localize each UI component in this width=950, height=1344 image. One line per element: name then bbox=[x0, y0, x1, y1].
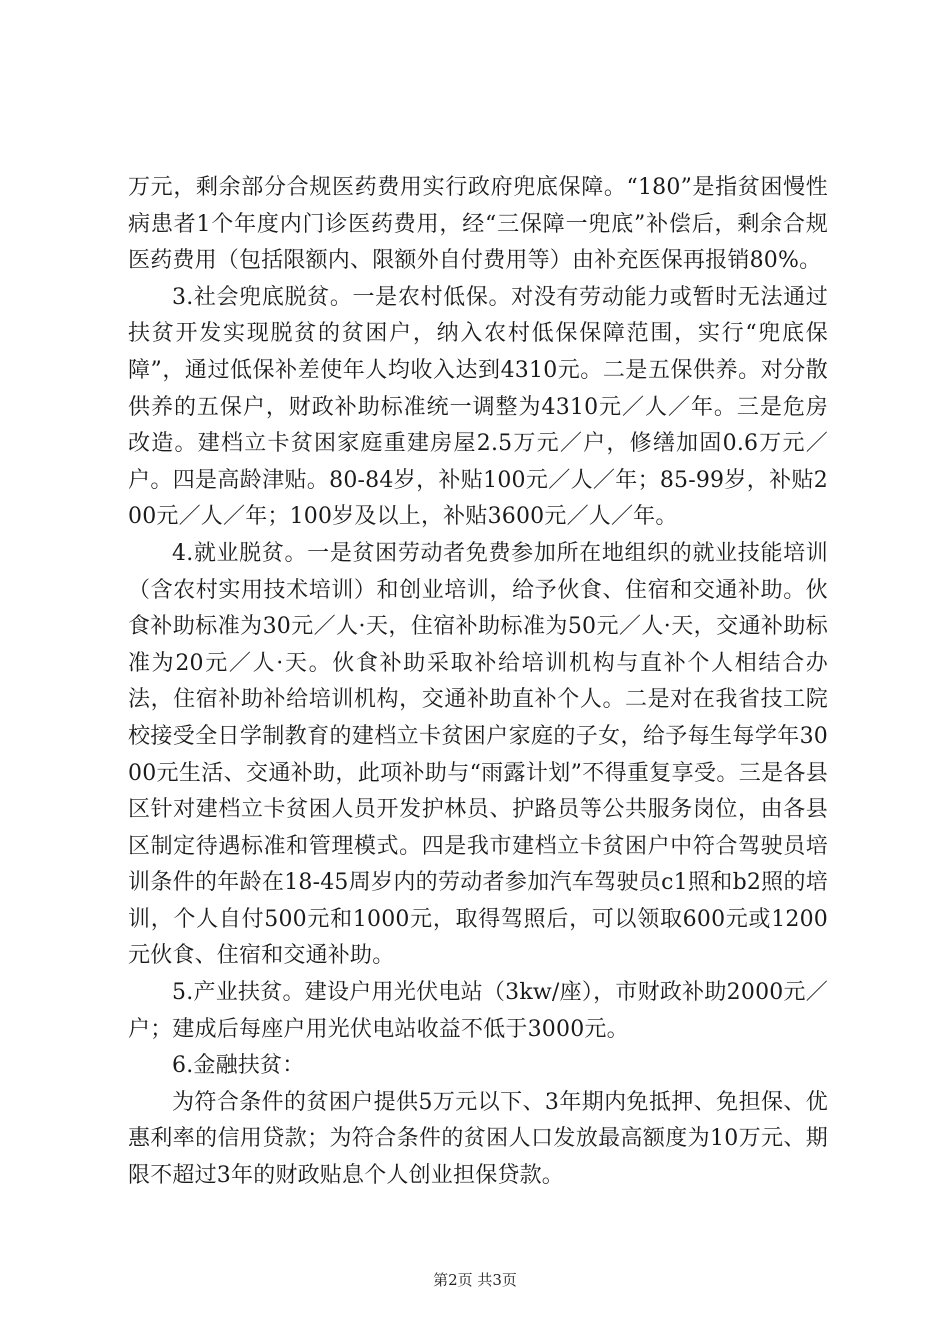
page-number-footer: 第2页 共3页 bbox=[433, 1271, 517, 1289]
paragraph-finance-heading: 6.金融扶贫： bbox=[172, 1053, 305, 1079]
paragraph-industry: 5.产业扶贫。建设户用光伏电站（3kw/座），市财政补助2000元／户；建成后每座户用光伏电站收益不低于3000元。 bbox=[128, 980, 828, 1042]
document-body bbox=[128, 170, 828, 1195]
paragraph-continuation: 万元，剩余部分合规医药费用实行政府兜底保障。“180”是指贫困慢性病患者1个年度内门诊医药费用，经“三保障一兜底”补偿后，剩余合规医药费用（包括限额内、限额外自付费用等）由补充医保再报销80%。 bbox=[128, 175, 828, 274]
paragraph-social-security: 3.社会兜底脱贫。一是农村低保。对没有劳动能力或暂时无法通过扶贫开发实现脱贫的贫困户，纳入农村低保保障范围，实行“兜底保障”，通过低保补差使年人均收入达到4310元。二是五保供养。对分散供养的五保户，财政补助标准统一调整为4310元／人／年。三是危房改造。建档立卡贫困家庭重建房屋2.5万元／户，修缮加固0.6万元／户。四是高龄津贴。80-84岁，补贴100元／人／年；85-99岁，补贴200元／人／年；100岁及以上，补贴3600元／人／年。 bbox=[128, 284, 828, 530]
paragraph-finance-body: 为符合条件的贫困户提供5万元以下、3年期内免抵押、免担保、优惠利率的信用贷款；为符合条件的贫困人口发放最高额度为10万元、期限不超过3年的财政贴息个人创业担保贷款。 bbox=[128, 1089, 828, 1189]
paragraph-employment: 4.就业脱贫。一是贫困劳动者免费参加所在地组织的就业技能培训（含农村实用技术培训）和创业培训，给予伙食、住宿和交通补助。伙食补助标准为30元／人·天，住宿补助标准为50元／人·天，交通补助标准为20元／人·天。伙食补助采取补给培训机构与直补个人相结合办法，住宿补助补给培训机构，交通补助直补个人。二是对在我省技工院校接受全日学制教育的建档立卡贫困户家庭的子女，给予每生每学年3000元生活、交通补助，此项补助与“雨露计划”不得重复享受。三是各县区针对建档立卡贫困人员开发护林员、护路员等公共服务岗位，由各县区制定待遇标准和管理模式。四是我市建档立卡贫困户中符合驾驶员培训条件的年龄在18-45周岁内的劳动者参加汽车驾驶员c1照和b2照的培训，个人自付500元和1000元，取得驾照后，可以领取600元或1200元伙食、住宿和交通补助。 bbox=[128, 540, 828, 969]
